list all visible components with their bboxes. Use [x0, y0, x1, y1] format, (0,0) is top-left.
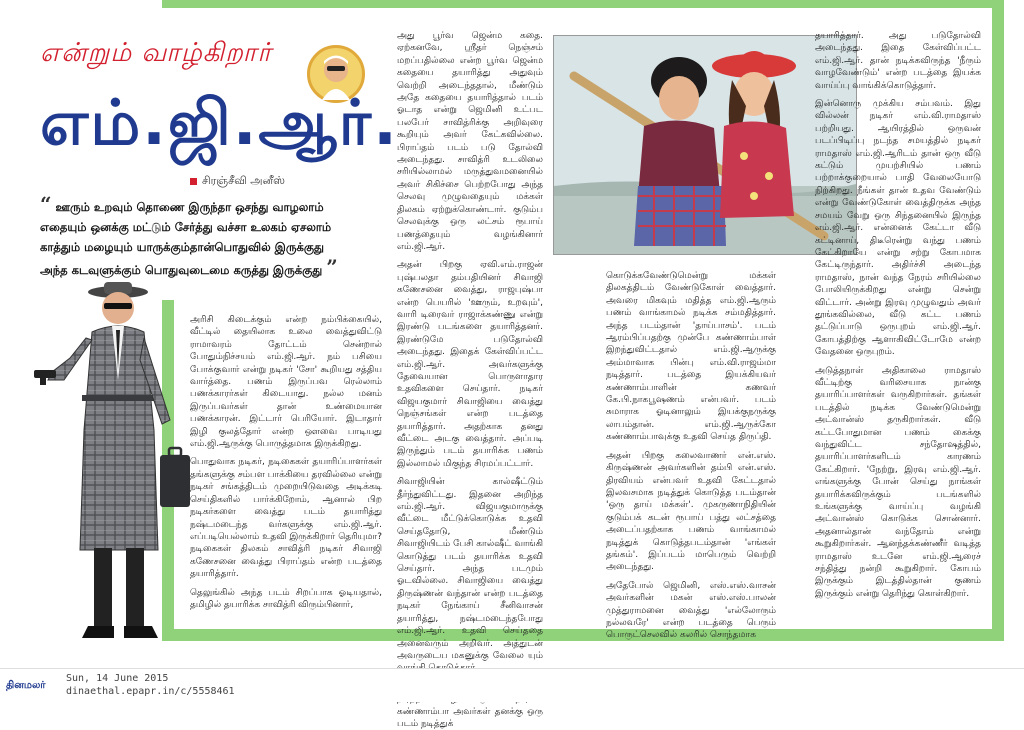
col2-paragraph-2: அதன் பிறகு ஏவி.எம்.ராஜன் புஷ்பலதா தம்பதியினர் சிவாஜி கணேசனை வைத்து, ராஜபுஷ்பா என்ற பெயரில் 'ஊரும், உறவும்', வாரி டிரைவர் ராஜாக்கண்ணு என்று இரண்டு படங்களை தயாரித்தனர். இரண்டுமே படுதோல்வி அடைந்தது. இதைக் கேள்விப்பட்ட எம்.ஜி.ஆர். அவர்களுக்கு தேவையான பொருளாதார உதவிகளை செய்தார். நடிகர் விஜயகுமார் சிவாஜியை வைத்து நெஞ்சங்கள் என்ற படத்தை தயாரித்தார். அதற்காக தனது வீட்டை அடகு வைத்தார். அப்படி இருந்தும் படம் தயாரிக்க பணம் இல்லாமல் மிகுந்த சிரமப்பட்டார். — [397, 260, 543, 469]
col1-paragraph-3: தெலுங்கில் அந்த படம் சிறப்பாக ஓடியதால், தமிழில் தயாரிக்க சாவித்ரி விரும்பினார், — [190, 587, 382, 610]
col1-paragraph-1: அரிசி கிடைக்கும் என்ற நம்பிக்கையில், வீட்டில் தையிலாக உலை வைத்துவிட்டு ராமாவரம் தோட்டம் சென்றால் போதும்நிச்சயம் எம்.ஜி.ஆர். நம் பசியை போக்குவார் என்று நடிகர் 'சோ' கூறியது சத்திய வார்த்தை. பணம் இருப்பவ ரெல்லாம் பணக்காரர்கள் கிடையாது. நல்ல மனம் இருப்பவர்கள் தான் உண்மையான பணக்காரன். இட்டார் பெரியோர். இடாதார் இழி குலத்தோர் என்ற ஔவை பாடியது எம்.ஜி.ஆருக்கு பொருத்தமாக இருக்கிறது. — [190, 315, 382, 450]
author-byline — [190, 174, 285, 189]
col3-paragraph-2: அதன் பிறகு கலைவாணர் என்.எஸ். கிருஷ்ணன் அவர்களின் தம்பி என்.எஸ். திரவியம் என்பவர் உதவி கேட்டதால் இலவசமாக நடித்துக் கொடுத்த படம்தான் 'ஒரு தாய் மக்கள்'. முகருணாநிதியின் குடும்பக் கடன் ரூபாய் பத்து லட்சத்தை அடைப்பதற்காக பணம் வாங்காமல் நடித்துக் கொடுத்தபடம்தான் 'எங்கள் தங்கம்'. இப்படம் மாபெரும் வெற்றி அடைந்தது. — [606, 450, 776, 573]
newspaper-logo: தினமலர் — [6, 680, 46, 691]
script-title: என்றும் வாழ்கிறார் — [40, 38, 272, 68]
green-frame-right — [992, 0, 1004, 641]
col2-paragraph-1: அது பூர்வ ஜென்ம கதை. ஏற்கனவே, ஸ்ரீதர் நெஞ்சம் மறப்பதில்லை என்ற பூர்வ ஜென்ம கதையை தயாரித்து அதுவும் வெற்றி அடைந்ததால், மீண்டும் அதே கதையை தயாரித்தால் படம் ஓடாத என்று ஜெமினி உட்பட பலபேர் சாவித்ரிக்கு அறிவுரை கூறியும் அவர் கேட்கவில்லை. பிராப்தம் படம் படு தோல்வி அடைந்தது. சாவித்ரி உடலிலை சரியில்லாமல் மருத்துவமனையில் அவர் சிகிச்சை பெற்றபோது அந்த செலவு முழுவதையும் மக்கள் திலகம் ஏற்றுக்கொண்டார். குடும்ப செலவுக்கு ஒரு லட்சம் ரூபாய் பணத்தையும் வழங்கினார் எம்.ஜி.ஆர். — [397, 31, 543, 252]
edition-date: Sun, 14 June 2015 — [66, 673, 169, 684]
col1-paragraph-2: பொதுவாக நடிகர், நடிகைகள் தயாரிப்பாளர்கள் தங்களுக்கு சம்பள பாக்கியை தரவில்லை என்று நடிகர் சங்கத்திடம் முறையிடுவதை அடிக்கடி செய்திகளில் பார்க்கிறோம், ஆனால் பிற நடிகர்களை வைத்து படம் தயாரித்து நஷ்டமடைந்த வர்களுக்கு எம்.ஜி.ஆர். எப்படியெல்லாம் உதவி இருக்கிறார் தெரியுமா? நடிகைகள் திலகம் சாவித்ரி நடிகர் சிவாஜி கணேசனை வைத்து பிராப்தம் என்ற படத்தை தயாரித்தார். — [190, 457, 382, 580]
mgr-figure-image — [30, 280, 190, 642]
epaper-link[interactable]: dinaethal.epapr.in/c/5558461 — [66, 686, 235, 697]
col4-paragraph-2: இன்னொரு முக்கிய சம்பவம். இது வில்லன் நடிகர் எம்.வி.ராமதாஸ் பற்றியது. ஆயிரத்தில் ஒருவன் படப்பிடிப்பு நடந்த சமயத்தில் நடிகர் ராமதாஸ் எம்.ஜி.ஆரிடம் தான் ஒரு வீடு கட்டும் முயற்சியில் பணம் பற்றாக்குறையால் பாதி வேலையோடு நிற்கிறது. நீங்கள் தான் உதவ வேண்டும் என்று வேண்டுகோள் வைத்திருக்க அந்த சமயம் வேறு ஒரு சிந்தனையில் இருந்த எம்.ஜி.ஆர். என்னைக் கேட்டா வீடு கட்டினாய், திடீரென்று வந்து பணம் கேட்கிறாயே என்று சற்று கோபமாக கேட்டிருந்தார். அதிர்ச்சி அடைந்த ராமதாஸ், நான் வந்த நேரம் சரியில்லை போலியிருக்கிறது என்று சென்று விட்டார். அன்று இரவு முழுவதும் அவர் தூங்கவில்லை, வீடு கட்ட பணம் தட்டுப்பாடு ஒருபுறம் எம்.ஜி.ஆர். கோபத்திற்கு ஆளாகிவிட்டோமே என்ற வேதனை ஒருபுறம். — [815, 99, 981, 358]
col4-paragraph-1: தயாரித்தார். அது படுதோல்வி அடைந்தது. இதை கேள்விப்பட்ட எம்.ஜி.ஆர். தான் நடிக்கவிருந்த 'நீரும் வாழவேண்டும்' என்ற படத்தை இயக்க வாய்ப்பு வாங்கிக்கொடுத்தார். — [815, 31, 981, 91]
article-column-3 — [606, 270, 776, 641]
col4-paragraph-3: அடுத்தநாள் அதிகாலை ராமதாஸ் வீட்டிற்கு வரிசையாக நான்கு தயாரிப்பாளர்கள் வருகிறார்கள். தங்கள் படத்தில் நடிக்க வேண்டுமென்று அட்வான்ஸ் தருகிறார்கள். வீடு கட்டபோதுமான பணம் கைக்கு வந்துவிட்ட சந்தோஷத்தில், தயாரிப்பாளர்களிடம் காரணம் கேட்கிறார். 'நேற்று, இரவு எம்.ஜி.ஆர். எங்களுக்கு போன் செய்து நாங்கள் தயாரிக்கவிருக்கும் படங்களில் உங்களுக்கு வாய்ப்பு வழங்கி அட்வான்ஸ் கொடுக்க சொன்னார். அதனால்தான் வந்தோம் என்று கூறுகிறார்கள். ஆனந்தக்கண்ணீர் வடித்த ராமதாஸ் உடனே எம்.ஜி.ஆரைச் சந்தித்து நன்றி கூறுகிறார். கோபம் இருக்கும் இடத்தில்தான் குணம் இருக்கும் என்று தெரிந்து கொள்கிறார். — [815, 365, 981, 599]
main-title: எம்.ஜி.ஆர். — [40, 86, 399, 159]
col2-paragraph-3: சிவாஜியின் கால்ஷீட்டும் தீர்ந்துவிட்டது. இதனை அறிந்த எம்.ஜி.ஆர். விஜயகுமாருக்கு வீட்டை மீட்டுக்கொடுக்க உதவி செய்ததோடு, மீண்டும் சிவாஜியிடம் பேசி கால்ஷீட் வாங்கி கொடுத்து படம் தயாரிக்க உதவி செய்தார். அந்த படமும் ஓடவில்லை. சிவாஜியை வைத்து திருஷ்ணன் வந்தான் என்ற படத்தை நடிகர் நேங்காய் சீனிவாசன் தயாரித்து, நஷ்டமடைந்தபோது எம்.ஜி.ஆர். உதவி செய்ததை அனைவரும் அறிவர். அத்துடன் அவருடைய மகனுக்கு வேலை யும் — [397, 477, 543, 661]
green-frame-bottom — [162, 629, 1004, 641]
quote-line-4: அந்த கடவுளுக்கும் பொதுவுடைமை கருத்து இருக்குது — [40, 263, 323, 277]
article-column-4 — [815, 30, 981, 626]
author-name: சிரஞ்சீவி அனீஸ் — [202, 174, 285, 187]
byline-marker — [190, 178, 197, 185]
col2-paragraph-4: கண்ணாம்பா அவர்கள் தனக்கு ஒரு படம் நடித்துக் — [397, 706, 543, 729]
article-column-1 — [190, 314, 382, 614]
quote-line-2: எதையும் ஒனக்கு மட்டும் சேர்த்து வச்சா உலகம் ஏசலாம் — [40, 220, 332, 234]
green-frame-top — [162, 0, 1004, 8]
quote-line-1: ஊரும் உறவும் தொணை இருந்தா ஒசந்து வாழலாம் — [55, 200, 324, 214]
article-column-2 — [397, 30, 543, 729]
quote-close-mark: ” — [326, 255, 338, 279]
quote-line-3: காத்தும் மழையும் யாருக்கும்தான்பொதுவில் இருக்குது — [40, 240, 324, 254]
film-still-photo — [553, 35, 857, 255]
song-quote — [40, 194, 380, 280]
col3-paragraph-1: கொடுக்கவேண்டுமென்று மக்கள் திலகத்திடம் வேண்டுகோள் வைத்தார். அவரை மிகவும் மதித்த எம்.ஜி.ஆரும் பணம் வாங்காமல் நடிக்க சம்மதித்தார். அந்த படம்தான் 'தாய்பாசம்'. படம் ஆரம்பிப்பதற்கு முன்பே கண்ணாம்பாள் இறந்துவிட்டதால் எம்.ஜி.ஆருக்கு அம்மாவாக பின்பு எம்.வி.ராஜம்மா நடித்தார். படத்தை இயக்கியவர் கண்ணாம்பாளின் கணவர் கே.பி.நாகபூஷணம் என்பவர். படம் சுமாராக ஓடினாலும் இயக்குநருக்கு லாபம்தான். எம்.ஜி.ஆருக்கோ கண்ணாம்பாவுக்கு உதவி செய்த திருப்தி. — [606, 271, 776, 443]
col3-paragraph-3: அதேபோல் ஜெமினி, எஸ்.எஸ்.வாசன் அவர்களின் மகன் எஸ்.எஸ்.பாலன் முத்துராமனை வைத்து 'எல்லோரும் நல்லவரே' என்ற படத்தை பெரும் பொருட்செலவில் கலரில் சொந்தமாக — [606, 580, 776, 641]
quote-open-mark: “ — [40, 192, 52, 216]
